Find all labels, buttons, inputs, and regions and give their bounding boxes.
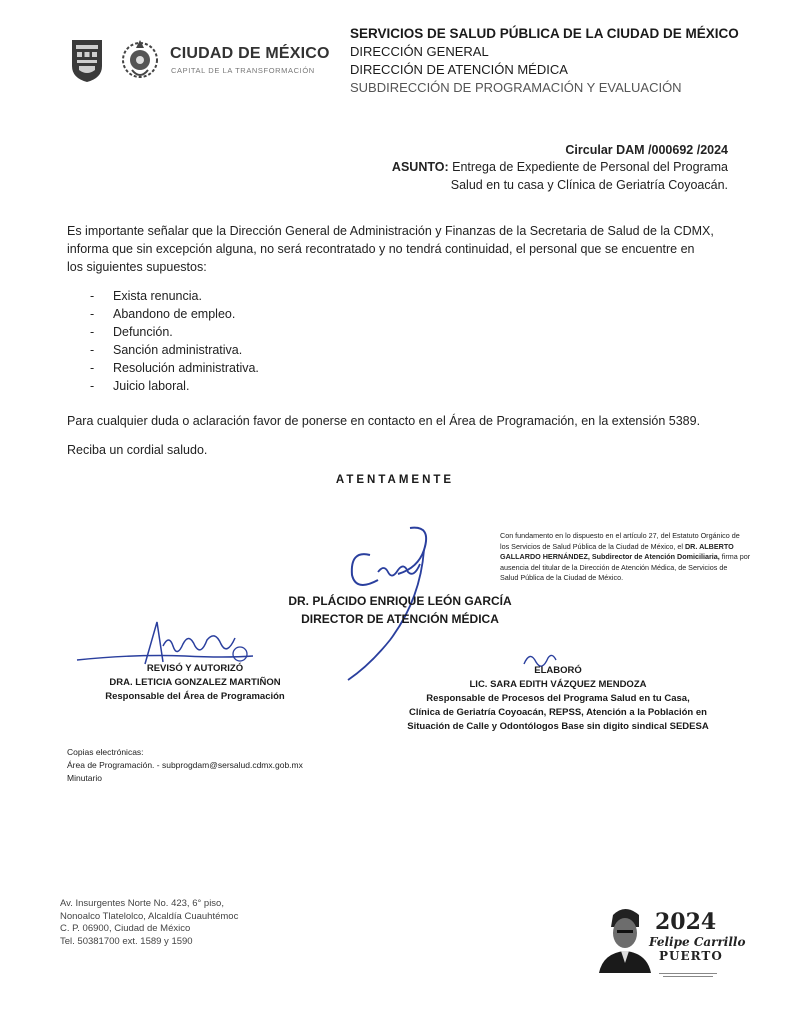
list-item bbox=[90, 287, 259, 305]
fundamento-line: Con fundamento en lo dispuesto en el artículo 27, del Estatuto Orgánico de bbox=[500, 531, 740, 540]
org-direccion-general: DIRECCIÓN GENERAL bbox=[350, 44, 489, 59]
tenochtitlan-glyph-logo bbox=[118, 34, 162, 84]
director-block bbox=[250, 592, 550, 628]
footer-address bbox=[60, 898, 238, 948]
supuestos-list bbox=[90, 287, 259, 395]
elaboro-name: LIC. SARA EDITH VÁZQUEZ MENDOZA bbox=[469, 679, 647, 690]
portrait-illustration bbox=[595, 905, 655, 973]
asunto-label: ASUNTO: bbox=[391, 160, 449, 174]
elaboro-role-line2: Clínica de Geriatría Coyoacán, REPSS, Atención a la Población en bbox=[409, 707, 707, 718]
fundamento-line: Salud Pública de la Ciudad de México. bbox=[500, 573, 624, 582]
copies-block bbox=[67, 746, 303, 785]
fundamento-note bbox=[500, 531, 765, 584]
list-item bbox=[90, 377, 259, 395]
elaboro-block bbox=[398, 664, 718, 734]
circular-number: Circular DAM /000692 /2024 bbox=[565, 143, 728, 157]
list-item-text: Resolución administrativa. bbox=[113, 361, 259, 375]
bullet-dash: - bbox=[90, 361, 95, 375]
fundamento-line: los Servicios de Salud Pública de la Ciudad de México, el DR. ALBERTO bbox=[500, 541, 734, 551]
address-line: Tel. 50381700 ext. 1589 y 1590 bbox=[60, 935, 193, 947]
year-name-line2: PUERTO bbox=[659, 949, 723, 963]
org-header bbox=[350, 25, 739, 97]
intro-line3: los siguientes supuestos: bbox=[67, 260, 207, 274]
director-name: DR. PLÁCIDO ENRIQUE LEÓN GARCÍA bbox=[288, 594, 512, 608]
fundamento-line: GALLARDO HERNÁNDEZ, Subdirector de Atención Domiciliaria, firma por bbox=[500, 552, 751, 561]
reviso-role: Responsable del Área de Programación bbox=[105, 691, 285, 702]
elaboro-role-line1: Responsable de Procesos del Programa Salud en tu Casa, bbox=[426, 693, 690, 704]
reviso-name: DRA. LETICIA GONZALEZ MARTIÑON bbox=[109, 677, 281, 688]
bullet-dash: - bbox=[90, 379, 95, 393]
list-item bbox=[90, 305, 259, 323]
year-logo bbox=[595, 905, 746, 975]
copies-line1: Área de Programación. - subprogdam@sersalud.cdmx.gob.mx bbox=[67, 760, 303, 770]
list-item-text: Sanción administrativa. bbox=[113, 343, 243, 357]
fundamento-line: ausencia del titular de la Dirección de Atención Médica, de Servicios de bbox=[500, 562, 728, 572]
copies-title: Copias electrónicas: bbox=[67, 747, 144, 757]
list-item-text: Abandono de empleo. bbox=[113, 307, 236, 321]
intro-line2: informa que sin excepción alguna, no será recontratado y no tendrá continuidad, el personal que se encuentre en bbox=[67, 242, 695, 256]
org-name: SERVICIOS DE SALUD PÚBLICA DE LA CIUDAD DE MÉXICO bbox=[350, 26, 739, 41]
address-line: Nonoalco Tlatelolco, Alcaldía Cuauhtémoc bbox=[60, 910, 239, 922]
elaboro-label: ELABORÓ bbox=[534, 665, 582, 676]
org-subdireccion: SUBDIRECCIÓN DE PROGRAMACIÓN Y EVALUACIÓN bbox=[350, 80, 682, 95]
director-title: DIRECTOR DE ATENCIÓN MÉDICA bbox=[301, 612, 499, 626]
atentamente-label: ATENTAMENTE bbox=[335, 474, 455, 486]
cdmx-shield-logo bbox=[70, 38, 104, 84]
intro-paragraph bbox=[67, 222, 732, 276]
contact-paragraph: Para cualquier duda o aclaración favor de ponerse en contacto en el Área de Programación, en la extensión 5389. bbox=[67, 414, 701, 428]
intro-line1: Es importante señalar que la Dirección General de Administración y Finanzas de la Secretaria de Salud de la CDMX, bbox=[67, 224, 714, 238]
list-item bbox=[90, 323, 259, 341]
list-item-text: Exista renuncia. bbox=[113, 289, 202, 303]
address-line: Av. Insurgentes Norte No. 423, 6° piso, bbox=[60, 898, 224, 909]
list-item bbox=[90, 341, 259, 359]
asunto-block bbox=[392, 158, 728, 194]
reviso-label: REVISÓ Y AUTORIZÓ bbox=[146, 663, 244, 674]
year-logo-fineprint bbox=[659, 965, 719, 971]
list-item bbox=[90, 359, 259, 377]
year-number: 2024 bbox=[655, 909, 717, 935]
bullet-dash: - bbox=[90, 289, 95, 303]
city-name: CIUDAD DE MÉXICO bbox=[170, 45, 330, 62]
bullet-dash: - bbox=[90, 325, 95, 339]
copies-line2: Minutario bbox=[67, 773, 102, 783]
closing-greeting: Reciba un cordial saludo. bbox=[67, 443, 208, 457]
org-direccion-atencion: DIRECCIÓN DE ATENCIÓN MÉDICA bbox=[350, 62, 568, 77]
address-line: C. P. 06900, Ciudad de México bbox=[60, 923, 191, 934]
elaboro-role-line3: Situación de Calle y Odontólogos Base sin digito sindical SEDESA bbox=[407, 721, 709, 732]
bullet-dash: - bbox=[90, 307, 95, 321]
bullet-dash: - bbox=[90, 343, 95, 357]
reviso-block bbox=[85, 662, 305, 704]
year-name-line1: Felipe Carrillo bbox=[649, 935, 746, 949]
asunto-line1: Entrega de Expediente de Personal del Programa bbox=[452, 160, 728, 174]
city-tagline: CAPITAL DE LA TRANSFORMACIÓN bbox=[171, 66, 315, 75]
list-item-text: Defunción. bbox=[113, 325, 173, 339]
list-item-text: Juicio laboral. bbox=[113, 379, 190, 393]
asunto-line2: Salud en tu casa y Clínica de Geriatría Coyoacán. bbox=[450, 178, 728, 192]
